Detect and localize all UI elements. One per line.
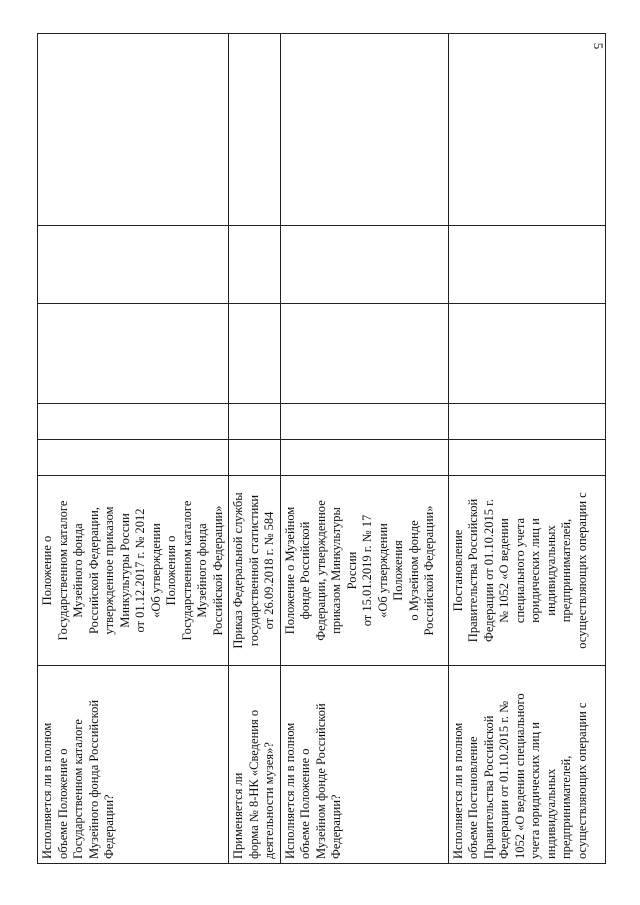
empty-cell xyxy=(229,404,281,440)
empty-cell xyxy=(448,226,605,304)
empty-cell xyxy=(280,304,448,404)
empty-cell xyxy=(229,34,281,226)
empty-cell xyxy=(448,34,605,226)
regulation-table xyxy=(37,33,606,864)
legal-act-cell: Положение о Музейном фонде Российской Федерации, утвержденное приказом Минкультуры России от 15.01.2019 г. № 17 «Об утверждении Положения о Музейном фонде Российской Федерации» xyxy=(280,476,448,666)
question-cell: Исполняется ли в полном объеме Постановление Правительства Российской Федерации от 01.10.2015 г. № 1052 «О ведении специального учета юридических лиц и индивидуальных предпринимателей, осуществляющих операции с xyxy=(448,666,605,864)
legal-act-cell: Постановление Правительства Российской Федерации от 01.10.2015 г. № 1052 «О ведении специального учета юридических лиц и индивидуальных предпринимателей, осуществляющих операции с xyxy=(448,476,605,666)
empty-cell xyxy=(38,440,229,476)
empty-cell xyxy=(280,226,448,304)
empty-cell xyxy=(229,440,281,476)
legal-act-cell: Положение о Государственном каталоге Музейного фонда Российской Федерации, утвержденное приказом Минкультуры России от 01.12.2017 г. № 2012 «Об утверждении Положения о Государственном каталоге Музейного фонда Российской Федерации» xyxy=(38,476,229,666)
table-row xyxy=(38,34,229,864)
question-cell: Применяется ли форма № 8-НК «Сведения о деятельности музея»? xyxy=(229,666,281,864)
empty-cell xyxy=(448,440,605,476)
empty-cell xyxy=(229,304,281,404)
empty-cell xyxy=(280,34,448,226)
question-cell: Исполняется ли в полном объеме Положение о Государственном каталоге Музейного фонда Российской Федерации? xyxy=(38,666,229,864)
rotated-table-container xyxy=(37,34,591,864)
empty-cell xyxy=(38,304,229,404)
table-row xyxy=(280,34,448,864)
empty-cell xyxy=(38,404,229,440)
empty-cell xyxy=(38,34,229,226)
legal-act-cell: Приказ Федеральной службы государственной статистики от 26.09.2018 г. № 584 xyxy=(229,476,281,666)
empty-cell xyxy=(280,440,448,476)
page-number: 5 xyxy=(591,42,606,50)
empty-cell xyxy=(38,226,229,304)
empty-cell xyxy=(448,304,605,404)
table-row xyxy=(229,34,281,864)
empty-cell xyxy=(448,404,605,440)
empty-cell xyxy=(229,226,281,304)
question-cell: Исполняется ли в полном объеме Положение о Музейном фонде Российской Федерации? xyxy=(280,666,448,864)
empty-cell xyxy=(280,404,448,440)
table-row xyxy=(448,34,605,864)
